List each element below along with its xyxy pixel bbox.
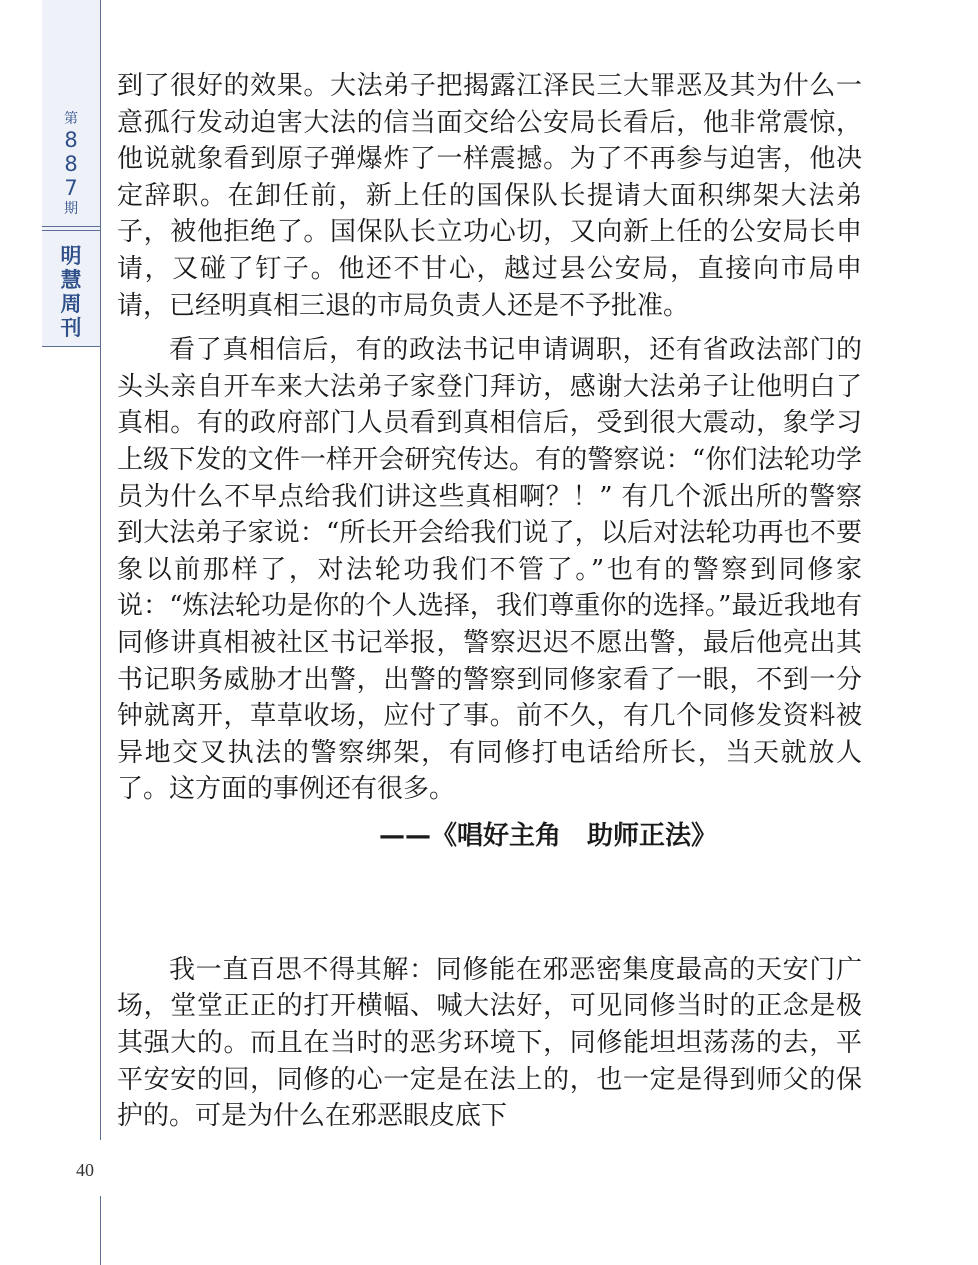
issue-suffix: 期 [64, 201, 78, 217]
section-gap [117, 854, 862, 952]
margin-divider [42, 346, 100, 347]
paragraph: 我一直百思不得其解：同修能在邪恶密集度最高的天安门广场，堂堂正正的打开横幅、喊大法好，可见同修当时的正念是极其强大的。而且在当时的恶劣环境下，同修能坦坦荡荡的去，平平安安的回，同修的心一定是在法上的，也一定是得到师父的保护的。可是为什么在邪恶眼皮底下 [117, 954, 862, 1132]
page-number: 40 [76, 1160, 94, 1180]
issue-digit: 7 [64, 176, 78, 200]
paragraph: 看了真相信后，有的政法书记申请调职，还有省政法部门的头头亲自开车来大法弟子家登门拜访，感谢大法弟子让他明白了真相。有的政府部门人员看到真相信后，受到很大震动，象学习上级下发的文件一样开会研究传达。有的警察说：“你们法轮功学员为什么不早点给我们讲这些真相啊？！” 有几个派出所的警察到大法弟子家说：“所长开会给我们说了，以后对法轮功再也不要象以前那样了，对法轮功我们不管了。”也有的警察到同修家说：“炼法轮功是你的个人选择，我们尊重你的选择。”最近我地有同修讲真相被社区书记举报，警察迟迟不愿出警，最后他亮出其书记职务威胁才出警，出警的警察到同修家看了一眼，不到一分钟就离开，草草收场，应付了事。前不久，有几个同修发资料被异地交叉执法的警察绑架，有同修打电话给所长，当天就放人了。这方面的事例还有很多。 [117, 335, 862, 805]
magazine-title-char: 明 [60, 244, 82, 268]
magazine-title-char: 慧 [60, 268, 82, 292]
magazine-title-char: 刊 [60, 316, 82, 340]
magazine-title [42, 244, 100, 340]
margin-divider [42, 226, 100, 227]
issue-number [42, 110, 100, 218]
issue-digit: 8 [64, 128, 78, 152]
margin-vertical-rule-lower [100, 1196, 101, 1265]
issue-prefix: 第 [64, 111, 78, 127]
issue-digit: 8 [64, 152, 78, 176]
source-citation: ——《唱好主角 助师正法》 [379, 820, 718, 851]
margin-divider [42, 230, 100, 231]
paragraph: 到了很好的效果。大法弟子把揭露江泽民三大罪恶及其为什么一意孤行发动迫害大法的信当面交给公安局长看后，他非常震惊，他说就象看到原子弹爆炸了一样震撼。为了不再参与迫害，他决定辞职。在卸任前，新上任的国保队长提请大面积绑架大法弟子，被他拒绝了。国保队长立功心切，又向新上任的公安局长申请，又碰了钉子。他还不甘心，越过县公安局，直接向市局申请，已经明真相三退的市局负责人还是不予批准。 [117, 71, 862, 321]
margin-column [42, 0, 102, 1265]
article-body [117, 68, 862, 1135]
magazine-title-char: 周 [60, 292, 82, 316]
margin-vertical-rule [100, 0, 101, 1140]
